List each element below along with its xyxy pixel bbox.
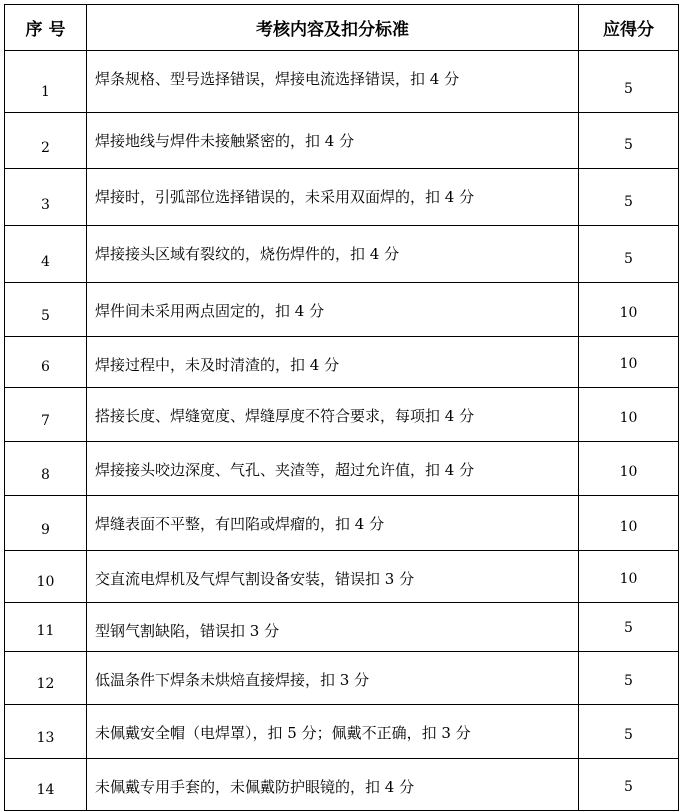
row-serial-number: 9 xyxy=(41,522,50,538)
table-row xyxy=(5,169,679,226)
table-row xyxy=(5,442,679,496)
header-assessment-content: 考核内容及扣分标准 xyxy=(87,5,579,51)
row-score-cell xyxy=(579,496,679,551)
header-score: 应得分 xyxy=(579,5,679,51)
row-content: 焊接过程中，未及时清渣的，扣 4 分 xyxy=(87,337,579,388)
row-serial-number-cell xyxy=(5,759,87,811)
row-score-cell xyxy=(579,169,679,226)
row-score: 5 xyxy=(624,194,633,210)
row-score-cell xyxy=(579,337,679,388)
row-score-cell xyxy=(579,759,679,811)
row-score: 10 xyxy=(619,410,638,426)
row-score-cell xyxy=(579,442,679,496)
row-score-cell xyxy=(579,652,679,705)
row-score: 10 xyxy=(619,464,638,480)
table-row xyxy=(5,51,679,113)
row-score: 10 xyxy=(619,356,638,372)
row-content: 焊接地线与焊件未接触紧密的，扣 4 分 xyxy=(87,113,579,169)
table-row xyxy=(5,652,679,705)
table-row xyxy=(5,337,679,388)
row-content: 焊接时，引弧部位选择错误的，未采用双面焊的，扣 4 分 xyxy=(87,169,579,226)
row-serial-number-cell xyxy=(5,51,87,113)
row-score-cell xyxy=(579,113,679,169)
row-serial-number-cell xyxy=(5,551,87,603)
row-serial-number-cell xyxy=(5,603,87,652)
row-serial-number-cell xyxy=(5,337,87,388)
row-serial-number-cell xyxy=(5,388,87,442)
row-content: 交直流电焊机及气焊气割设备安装，错误扣 3 分 xyxy=(87,551,579,603)
row-score: 10 xyxy=(619,519,638,535)
row-score: 5 xyxy=(624,727,633,743)
table-row xyxy=(5,388,679,442)
row-score-cell xyxy=(579,283,679,337)
row-serial-number-cell xyxy=(5,169,87,226)
row-score-cell xyxy=(579,551,679,603)
row-serial-number: 2 xyxy=(41,140,50,156)
row-score: 5 xyxy=(624,673,633,689)
row-serial-number: 8 xyxy=(41,467,50,483)
row-serial-number: 10 xyxy=(36,574,55,590)
table-row xyxy=(5,496,679,551)
row-serial-number: 4 xyxy=(41,254,50,270)
row-serial-number: 5 xyxy=(41,308,50,324)
assessment-table xyxy=(4,4,679,811)
row-score: 5 xyxy=(624,137,633,153)
row-serial-number: 6 xyxy=(41,359,50,375)
row-score-cell xyxy=(579,603,679,652)
row-content: 焊接接头区域有裂纹的，烧伤焊件的，扣 4 分 xyxy=(87,226,579,283)
row-content: 搭接长度、焊缝宽度、焊缝厚度不符合要求，每项扣 4 分 xyxy=(87,388,579,442)
row-serial-number: 1 xyxy=(41,84,50,100)
row-content: 焊缝表面不平整，有凹陷或焊瘤的，扣 4 分 xyxy=(87,496,579,551)
table-row xyxy=(5,113,679,169)
row-score-cell xyxy=(579,388,679,442)
row-content: 焊条规格、型号选择错误，焊接电流选择错误，扣 4 分 xyxy=(87,51,579,113)
row-score-cell xyxy=(579,705,679,759)
row-serial-number-cell xyxy=(5,283,87,337)
row-content: 未佩戴专用手套的，未佩戴防护眼镜的，扣 4 分 xyxy=(87,759,579,811)
row-content: 低温条件下焊条未烘焙直接焊接，扣 3 分 xyxy=(87,652,579,705)
row-score-cell xyxy=(579,51,679,113)
row-score: 5 xyxy=(624,779,633,795)
row-serial-number: 12 xyxy=(36,676,55,692)
row-serial-number: 14 xyxy=(36,782,55,798)
row-score: 5 xyxy=(624,620,633,636)
row-serial-number: 13 xyxy=(36,730,55,746)
row-content: 焊接接头咬边深度、气孔、夹渣等，超过允许值，扣 4 分 xyxy=(87,442,579,496)
table-header-row xyxy=(5,5,679,51)
row-serial-number-cell xyxy=(5,226,87,283)
row-serial-number-cell xyxy=(5,705,87,759)
row-content: 型钢气割缺陷，错误扣 3 分 xyxy=(87,603,579,652)
row-serial-number-cell xyxy=(5,496,87,551)
table-body xyxy=(5,51,679,811)
table-row xyxy=(5,283,679,337)
table-row xyxy=(5,603,679,652)
row-serial-number: 3 xyxy=(41,197,50,213)
row-score: 10 xyxy=(619,571,638,587)
table-row xyxy=(5,759,679,811)
row-serial-number: 11 xyxy=(36,623,55,639)
table-row xyxy=(5,551,679,603)
row-score: 5 xyxy=(624,81,633,97)
row-serial-number-cell xyxy=(5,442,87,496)
row-score: 5 xyxy=(624,251,633,267)
row-content: 未佩戴安全帽（电焊罩），扣 5 分；佩戴不正确，扣 3 分 xyxy=(87,705,579,759)
table-row xyxy=(5,705,679,759)
header-serial-number: 序 号 xyxy=(5,5,87,51)
row-serial-number-cell xyxy=(5,113,87,169)
row-score: 10 xyxy=(619,305,638,321)
row-serial-number: 7 xyxy=(41,413,50,429)
row-serial-number-cell xyxy=(5,652,87,705)
table-row xyxy=(5,226,679,283)
row-score-cell xyxy=(579,226,679,283)
row-content: 焊件间未采用两点固定的，扣 4 分 xyxy=(87,283,579,337)
